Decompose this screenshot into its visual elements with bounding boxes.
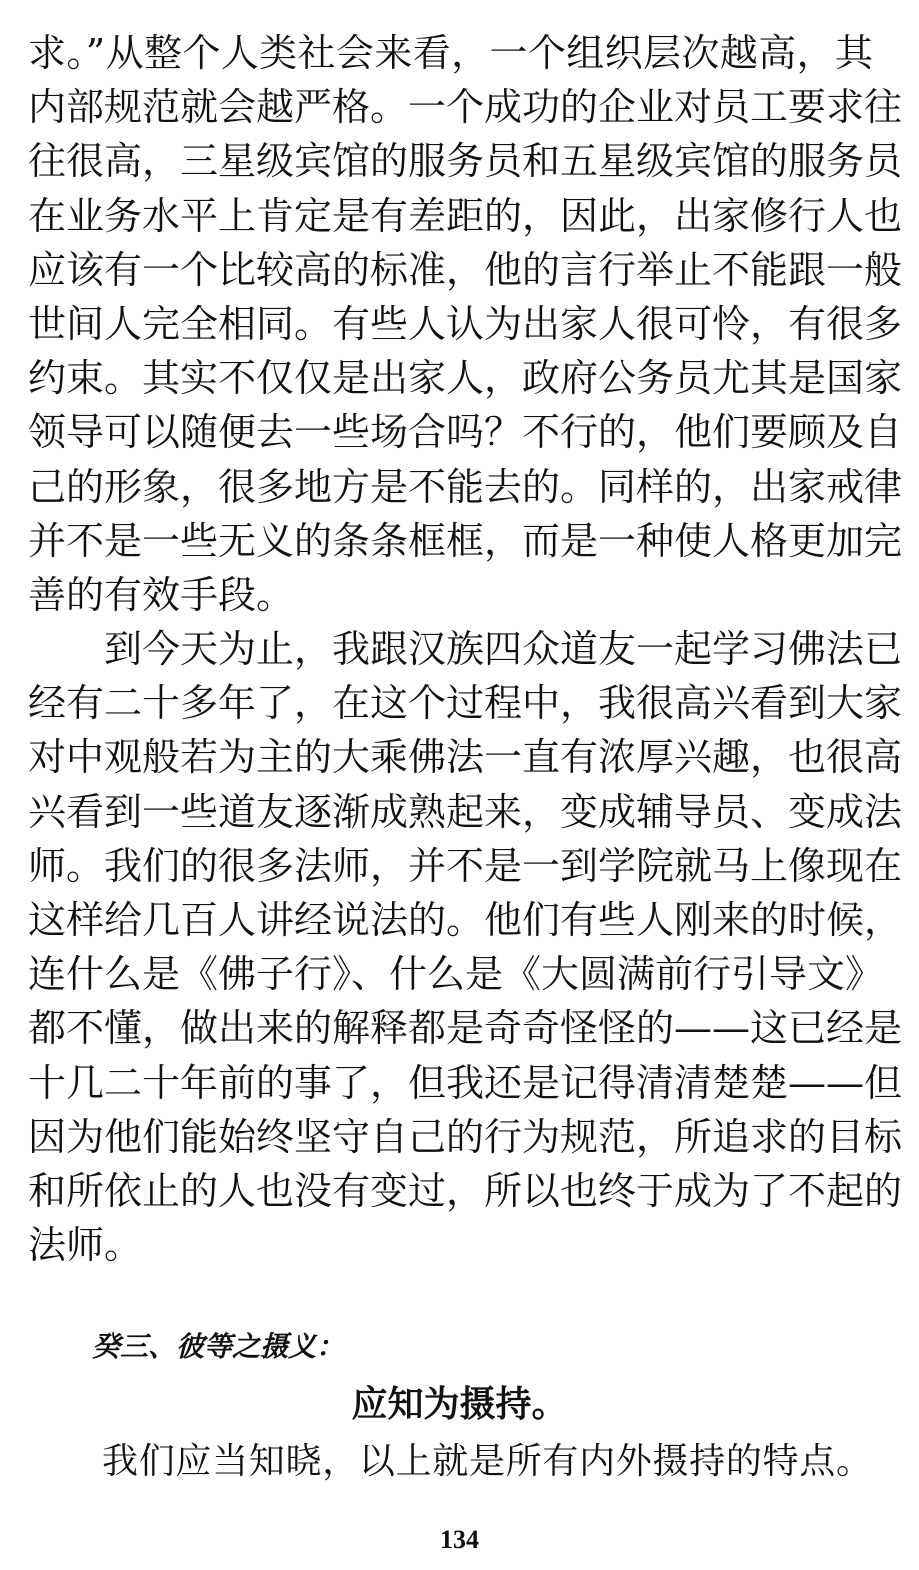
text-line: 因为他们能始终坚守自己的行为规范，所追求的目标	[28, 1114, 903, 1159]
text-line: 并不是一些无义的条条框框，而是一种使人格更加完	[28, 518, 903, 563]
text-line: 法师。	[28, 1223, 143, 1268]
paragraph-2	[28, 622, 903, 1272]
text-line: 十几二十年前的事了，但我还是记得清清楚楚——但	[28, 1060, 903, 1105]
text-line: 世间人完全相同。有些人认为出家人很可怜，有很多	[28, 301, 903, 346]
text-line: 对中观般若为主的大乘佛法一直有浓厚兴趣，也很高	[28, 735, 903, 780]
text-line: 兴看到一些道友逐渐成熟起来，变成辅导员、变成法	[28, 789, 903, 834]
text-line: 内部规范就会越严格。一个成功的企业对员工要求往	[28, 85, 903, 130]
paragraph-1	[28, 26, 903, 622]
text-line: 往很高，三星级宾馆的服务员和五星级宾馆的服务员	[28, 139, 903, 184]
page-number: 134	[440, 1525, 479, 1554]
text-line: 应该有一个比较高的标准，他的言行举止不能跟一般	[28, 247, 903, 292]
section-heading: 癸三、彼等之摄义：	[92, 1330, 345, 1363]
text-line: 连什么是《佛子行》、什么是《大圆满前行引导文》	[28, 952, 884, 997]
text-line: 都不懂，做出来的解释都是奇奇怪怪的——这已经是	[28, 1006, 903, 1051]
page-body	[28, 26, 903, 1272]
verse-line: 应知为摄持。	[351, 1384, 568, 1425]
text-line: 经有二十多年了，在这个过程中，我很高兴看到大家	[28, 681, 903, 726]
text-line: 领导可以随便去一些场合吗？不行的，他们要顾及自	[28, 410, 903, 455]
closing-line: 我们应当知晓，以上就是所有内外摄持的特点。	[102, 1441, 872, 1482]
text-line: 求。”从整个人类社会来看，一个组织层次越高，其	[28, 31, 873, 75]
text-line: 善的有效手段。	[28, 572, 295, 617]
text-line: 和所依止的人也没有变过，所以也终于成为了不起的	[28, 1168, 903, 1213]
text-line: 到今天为止，我跟汉族四众道友一起学习佛法已	[104, 627, 903, 672]
text-line: 己的形象，很多地方是不能去的。同样的，出家戒律	[28, 464, 903, 509]
text-line: 在业务水平上肯定是有差距的，因此，出家修行人也	[28, 193, 903, 238]
text-line: 约束。其实不仅仅是出家人，政府公务员尤其是国家	[28, 356, 903, 401]
text-line: 这样给几百人讲经说法的。他们有些人刚来的时候，	[28, 898, 903, 942]
text-line: 师。我们的很多法师，并不是一到学院就马上像现在	[28, 843, 903, 888]
